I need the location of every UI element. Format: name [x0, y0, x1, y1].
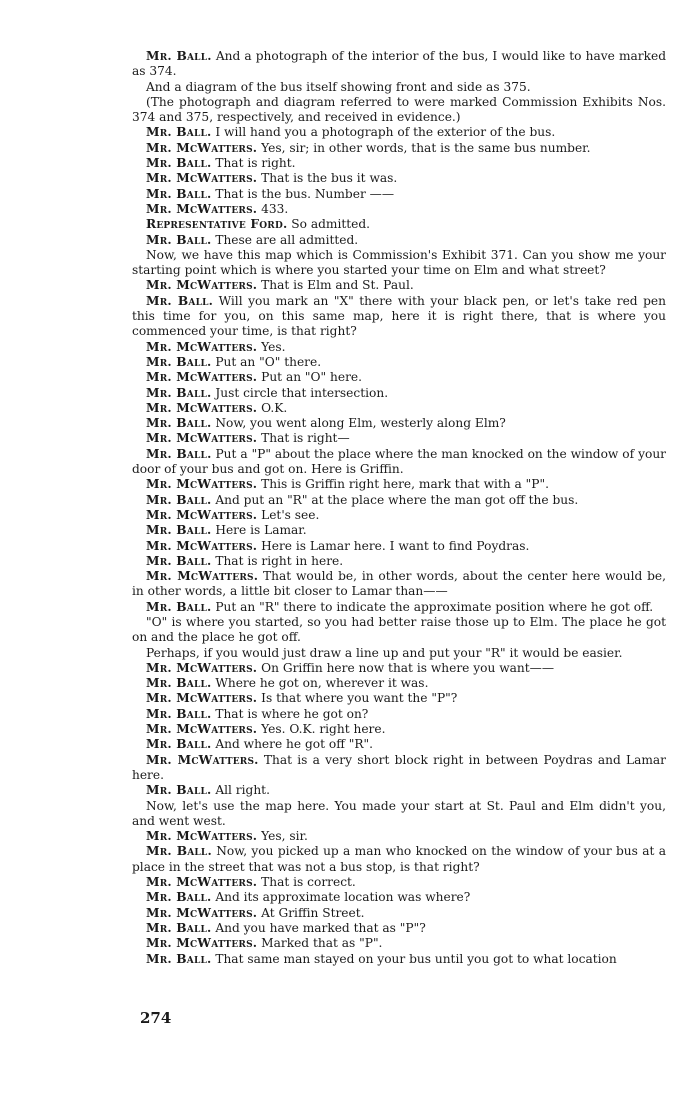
- paragraph-text: And where he got off "R".: [215, 737, 374, 752]
- paragraph-text: These are all admitted.: [215, 232, 359, 247]
- speaker-name: Mr. McWatters.: [146, 370, 258, 385]
- paragraph-text: Here is Lamar.: [215, 523, 307, 538]
- speaker-name: Mr. McWatters.: [146, 339, 258, 354]
- paragraph-text: That same man stayed on your bus until you got to what location: [215, 951, 617, 966]
- paragraph-text: Now, you picked up a man who knocked on the window of your bus at a place in the street that was not a bus stop, is that right?: [132, 844, 666, 874]
- transcript-paragraph: [132, 416, 666, 431]
- transcript-paragraph: [132, 569, 666, 600]
- paragraph-text: And a diagram of the bus itself showing front and side as 375.: [146, 79, 531, 94]
- transcript-paragraph: [132, 156, 666, 171]
- paragraph-text: Put a "P" about the place where the man knocked on the window of your door of your bus and got on. Here is Griffin.: [132, 446, 666, 477]
- transcript-paragraph: [132, 171, 666, 186]
- speaker-name: Mr. Ball.: [146, 446, 212, 461]
- paragraph-text: Now, we have this map which is Commission's Exhibit 371. Can you show me your starting point which is where you started your time on Elm and what street?: [132, 247, 666, 278]
- transcript-paragraph: [132, 477, 666, 492]
- transcript-paragraph: [132, 401, 666, 416]
- paragraph-text: Will you mark an "X" there with your black pen, or let's take red pen this time for you, on this same map, here it is right there, that is where you commenced your time, is that right?: [132, 293, 666, 339]
- paragraph-text: Yes, sir.: [261, 829, 308, 844]
- speaker-name: Mr. McWatters.: [146, 875, 258, 890]
- transcript-paragraph: [132, 829, 666, 844]
- transcript-paragraph: [132, 615, 666, 646]
- paragraph-text: All right.: [215, 783, 270, 798]
- transcript-paragraph: [132, 646, 666, 661]
- paragraph-text: O.K.: [261, 400, 288, 415]
- paragraph-text: (The photograph and diagram referred to were marked Commission Exhibits Nos. 374 and 375, respectively, and received in evidence.): [132, 94, 666, 125]
- paragraph-text: Perhaps, if you would just draw a line up and put your "R" it would be easier.: [146, 645, 623, 660]
- speaker-name: Mr. McWatters.: [146, 538, 258, 553]
- paragraph-text: Marked that as "P".: [261, 936, 383, 951]
- speaker-name: Representative Ford.: [146, 217, 288, 232]
- transcript-paragraph: [132, 80, 666, 95]
- speaker-name: Mr. McWatters.: [146, 569, 259, 584]
- paragraph-text: And you have marked that as "P"?: [215, 920, 426, 935]
- paragraph-text: Is that where you want the "P"?: [261, 691, 458, 706]
- paragraph-text: Let's see.: [261, 507, 320, 522]
- speaker-name: Mr. Ball.: [146, 920, 212, 935]
- speaker-name: Mr. Ball.: [146, 49, 212, 63]
- speaker-name: Mr. Ball.: [146, 416, 212, 431]
- paragraph-text: That is a very short block right in between Poydras and Lamar here.: [132, 752, 666, 782]
- transcript-paragraph: [132, 722, 666, 737]
- transcript-paragraph: [132, 737, 666, 752]
- speaker-name: Mr. McWatters.: [146, 201, 258, 216]
- transcript-paragraph: [132, 431, 666, 446]
- speaker-name: Mr. Ball.: [146, 553, 212, 568]
- transcript-paragraph: [132, 493, 666, 508]
- paragraph-text: Now, let's use the map here. You made your start at St. Paul and Elm didn't you, and went west.: [132, 798, 666, 828]
- transcript-paragraph: [132, 508, 666, 523]
- speaker-name: Mr. Ball.: [146, 125, 212, 140]
- speaker-name: Mr. McWatters.: [146, 722, 258, 737]
- speaker-name: Mr. Ball.: [146, 737, 212, 752]
- speaker-name: Mr. Ball.: [146, 706, 212, 721]
- transcript-paragraph: [132, 340, 666, 355]
- speaker-name: Mr. Ball.: [146, 385, 212, 400]
- transcript-paragraph: [132, 691, 666, 706]
- paragraph-text: And a photograph of the interior of the bus, I would like to have marked as 374.: [132, 49, 667, 79]
- transcript-paragraph: [132, 875, 666, 890]
- transcript-paragraph: [132, 676, 666, 691]
- speaker-name: Mr. McWatters.: [146, 691, 258, 706]
- speaker-name: Mr. McWatters.: [146, 905, 258, 920]
- paragraph-text: Now, you went along Elm, westerly along Elm?: [215, 416, 506, 431]
- speaker-name: Mr. McWatters.: [146, 278, 258, 293]
- transcript-paragraph: [132, 890, 666, 905]
- transcript-paragraph: [132, 707, 666, 722]
- transcript-paragraph: [132, 799, 666, 830]
- transcript-paragraph: [132, 233, 666, 248]
- paragraph-text: 433.: [261, 201, 289, 216]
- paragraph-text: So admitted.: [291, 217, 371, 232]
- speaker-name: Mr. McWatters.: [146, 400, 258, 415]
- paragraph-text: That is right—: [261, 431, 350, 446]
- speaker-name: Mr. Ball.: [146, 186, 212, 201]
- speaker-name: Mr. Ball.: [146, 844, 212, 859]
- transcript-paragraph: [132, 952, 666, 967]
- speaker-name: Mr. McWatters.: [146, 171, 258, 186]
- page-number: 274: [140, 1009, 172, 1027]
- speaker-name: Mr. Ball.: [146, 354, 212, 369]
- transcript-paragraph: [132, 278, 666, 293]
- transcript-paragraph: [132, 355, 666, 370]
- paragraph-text: "O" is where you started, so you had better raise those up to Elm. The place he got on and the place he got off.: [132, 614, 666, 645]
- paragraph-text: Here is Lamar here. I want to find Poydras.: [261, 538, 530, 553]
- speaker-name: Mr. McWatters.: [146, 936, 258, 951]
- transcript-paragraph: [132, 906, 666, 921]
- speaker-name: Mr. Ball.: [146, 156, 212, 171]
- paragraph-text: That is the bus it was.: [261, 171, 398, 186]
- speaker-name: Mr. Ball.: [146, 232, 212, 247]
- paragraph-text: Put an "O" there.: [215, 354, 322, 369]
- transcript-paragraph: [132, 95, 666, 126]
- paragraph-text: This is Griffin right here, mark that with a "P".: [261, 477, 549, 492]
- transcript-paragraph: [132, 187, 666, 202]
- speaker-name: Mr. Ball.: [146, 523, 212, 538]
- transcript-paragraph: [132, 783, 666, 798]
- transcript-paragraph: [132, 141, 666, 156]
- speaker-name: Mr. McWatters.: [146, 477, 258, 492]
- speaker-name: Mr. McWatters.: [146, 752, 259, 767]
- transcript-paragraph: [132, 386, 666, 401]
- transcript-paragraph: [132, 294, 666, 340]
- transcript-paragraph: [132, 370, 666, 385]
- transcript-paragraph: [132, 844, 666, 875]
- speaker-name: Mr. Ball.: [146, 676, 212, 691]
- paragraph-text: That would be, in other words, about the center here would be, in other words, a little bit closer to Lamar than——: [132, 569, 666, 599]
- speaker-name: Mr. Ball.: [146, 492, 212, 507]
- paragraph-text: Just circle that intersection.: [215, 385, 389, 400]
- transcript-paragraph: [132, 523, 666, 538]
- paragraph-text: Put an "O" here.: [261, 370, 362, 385]
- paragraph-text: That is the bus. Number ——: [215, 186, 395, 201]
- transcript-paragraph: [132, 248, 666, 279]
- transcript-paragraph: [132, 661, 666, 676]
- speaker-name: Mr. Ball.: [146, 890, 212, 905]
- speaker-name: Mr. McWatters.: [146, 507, 258, 522]
- transcript-paragraph: [132, 217, 666, 232]
- transcript-paragraph: [132, 539, 666, 554]
- paragraph-text: At Griffin Street.: [261, 905, 365, 920]
- paragraph-text: That is correct.: [261, 875, 356, 890]
- speaker-name: Mr. McWatters.: [146, 660, 258, 675]
- speaker-name: Mr. McWatters.: [146, 829, 258, 844]
- speaker-name: Mr. McWatters.: [146, 140, 258, 155]
- transcript-paragraph: [132, 921, 666, 936]
- transcript-body: [132, 49, 666, 967]
- transcript-paragraph: [132, 202, 666, 217]
- speaker-name: Mr. Ball.: [146, 293, 214, 308]
- transcript-paragraph: [132, 753, 666, 784]
- paragraph-text: Put an "R" there to indicate the approximate position where he got off.: [215, 599, 654, 614]
- paragraph-text: I will hand you a photograph of the exterior of the bus.: [215, 125, 556, 140]
- paragraph-text: Yes.: [261, 339, 286, 354]
- paragraph-text: That is Elm and St. Paul.: [261, 278, 414, 293]
- speaker-name: Mr. Ball.: [146, 599, 212, 614]
- paragraph-text: On Griffin here now that is where you want——: [261, 660, 555, 675]
- paragraph-text: That is right in here.: [215, 553, 344, 568]
- paragraph-text: Yes. O.K. right here.: [261, 722, 386, 737]
- speaker-name: Mr. McWatters.: [146, 431, 258, 446]
- paragraph-text: And put an "R" at the place where the man got off the bus.: [215, 492, 579, 507]
- transcript-paragraph: [132, 49, 666, 80]
- transcript-paragraph: [132, 125, 666, 140]
- paragraph-text: Yes, sir; in other words, that is the same bus number.: [261, 140, 591, 155]
- paragraph-text: That is where he got on?: [215, 706, 369, 721]
- transcript-paragraph: [132, 447, 666, 478]
- paragraph-text: And its approximate location was where?: [215, 890, 471, 905]
- transcript-paragraph: [132, 554, 666, 569]
- transcript-paragraph: [132, 936, 666, 951]
- paragraph-text: That is right.: [215, 156, 296, 171]
- speaker-name: Mr. Ball.: [146, 783, 212, 798]
- paragraph-text: Where he got on, wherever it was.: [215, 676, 429, 691]
- transcript-paragraph: [132, 600, 666, 615]
- speaker-name: Mr. Ball.: [146, 951, 212, 966]
